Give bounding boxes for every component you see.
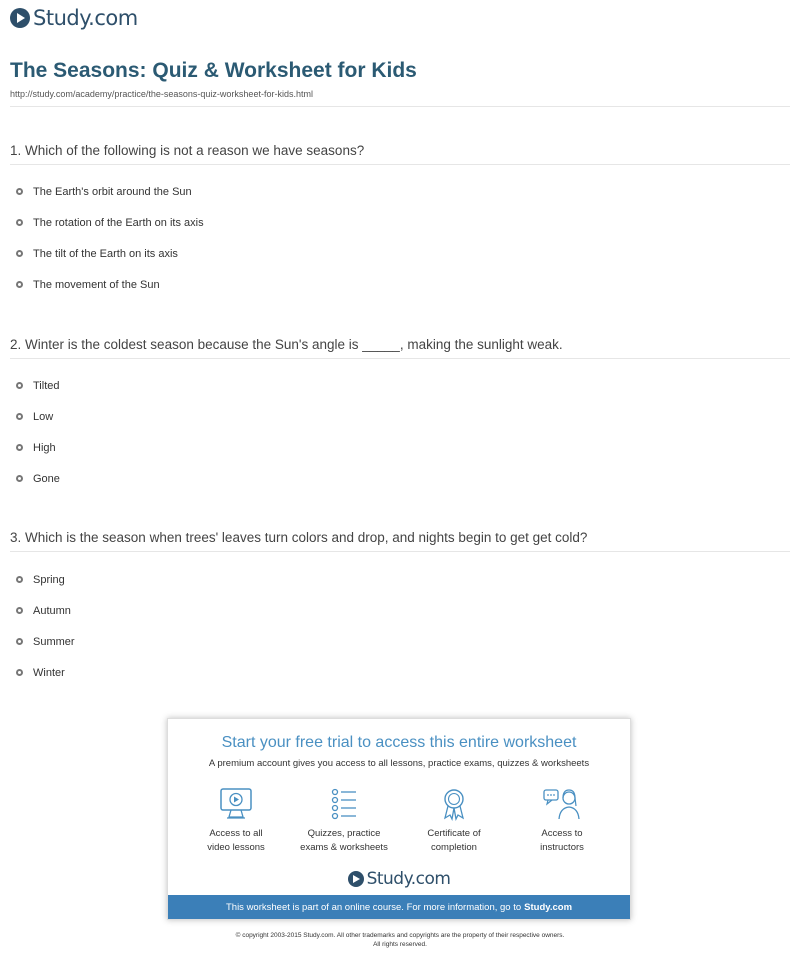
answer-option[interactable] — [16, 279, 160, 291]
radio-button[interactable] — [16, 638, 23, 645]
answer-option[interactable] — [16, 248, 178, 260]
page-title: The Seasons: Quiz & Worksheet for Kids — [10, 59, 417, 82]
option-label: The tilt of the Earth on its axis — [33, 248, 178, 260]
radio-button[interactable] — [16, 382, 23, 389]
promo-subline: A premium account gives you access to all lessons, practice exams, quizzes & worksheets — [208, 758, 590, 769]
question-2: 2. Winter is the coldest season because the Sun's angle is _____, making the sunlight weak. — [10, 337, 563, 352]
option-label: The rotation of the Earth on its axis — [33, 217, 204, 229]
divider — [10, 551, 790, 552]
feature-line: Access to all — [209, 828, 263, 839]
radio-button[interactable] — [16, 475, 23, 482]
copyright-line: All rights reserved. — [373, 941, 427, 948]
promo-study-logo[interactable] — [168, 869, 630, 889]
copyright-footer — [0, 931, 800, 949]
copyright-line: © copyright 2003-2015 Study.com. All other trademarks and copyrights are the property of their respective owners. — [235, 932, 565, 939]
feature-line: Quizzes, practice — [307, 828, 381, 839]
certificate-icon — [436, 787, 472, 821]
answer-option[interactable] — [16, 217, 204, 229]
radio-button[interactable] — [16, 413, 23, 420]
course-info-bar — [168, 895, 630, 919]
radio-button[interactable] — [16, 219, 23, 226]
answer-option[interactable] — [16, 411, 53, 423]
option-label: The movement of the Sun — [33, 279, 160, 291]
option-label: Winter — [33, 667, 65, 679]
divider — [10, 164, 790, 165]
answer-option[interactable] — [16, 186, 192, 198]
feature-line: exams & worksheets — [300, 842, 388, 853]
course-info-text: This worksheet is part of an online course. For more information, go to — [225, 901, 522, 913]
answer-option[interactable] — [16, 380, 60, 392]
option-label: High — [33, 442, 56, 454]
answer-option[interactable] — [16, 605, 71, 617]
radio-button[interactable] — [16, 250, 23, 257]
answer-option[interactable] — [16, 574, 65, 586]
logo-text: Study.com — [366, 869, 451, 889]
answer-option[interactable] — [16, 442, 56, 454]
option-label: Low — [33, 411, 54, 423]
divider — [10, 358, 790, 359]
feature-line: Certificate of — [427, 828, 481, 839]
study-link[interactable]: Study.com — [524, 901, 573, 913]
page-url: http://study.com/academy/practice/the-seasons-quiz-worksheet-for-kids.html — [10, 89, 313, 99]
option-label: Summer — [33, 636, 75, 648]
option-label: Spring — [33, 574, 65, 586]
radio-button[interactable] — [16, 669, 23, 676]
feature-line: instructors — [540, 842, 584, 853]
option-label: Gone — [33, 473, 60, 485]
question-3: 3. Which is the season when trees' leaves turn colors and drop, and nights begin to get get cold? — [10, 530, 588, 545]
play-icon — [10, 8, 30, 28]
answer-option[interactable] — [16, 667, 65, 679]
answer-option[interactable] — [16, 473, 60, 485]
option-label: Autumn — [33, 605, 71, 617]
feature-video-lessons — [181, 787, 291, 855]
video-lesson-icon — [218, 787, 254, 821]
option-label: The Earth's orbit around the Sun — [33, 186, 192, 198]
question-1: 1. Which of the following is not a reason we have seasons? — [10, 143, 365, 158]
divider — [10, 106, 790, 107]
study-logo[interactable] — [10, 6, 138, 30]
feature-line: video lessons — [207, 842, 265, 853]
feature-instructors — [507, 787, 617, 855]
radio-button[interactable] — [16, 576, 23, 583]
option-label: Tilted — [33, 380, 60, 392]
radio-button[interactable] — [16, 281, 23, 288]
play-icon — [348, 871, 364, 887]
radio-button[interactable] — [16, 444, 23, 451]
promo-headline[interactable]: Start your free trial to access this entire worksheet — [221, 734, 577, 751]
feature-line: Access to — [541, 828, 583, 839]
quiz-list-icon — [326, 787, 362, 821]
answer-option[interactable] — [16, 636, 75, 648]
logo-text: Study.com — [33, 6, 138, 30]
free-trial-promo[interactable] — [167, 718, 631, 920]
feature-line: completion — [431, 842, 477, 853]
instructor-chat-icon — [542, 787, 582, 821]
radio-button[interactable] — [16, 607, 23, 614]
feature-quizzes — [289, 787, 399, 855]
feature-certificate — [399, 787, 509, 855]
radio-button[interactable] — [16, 188, 23, 195]
